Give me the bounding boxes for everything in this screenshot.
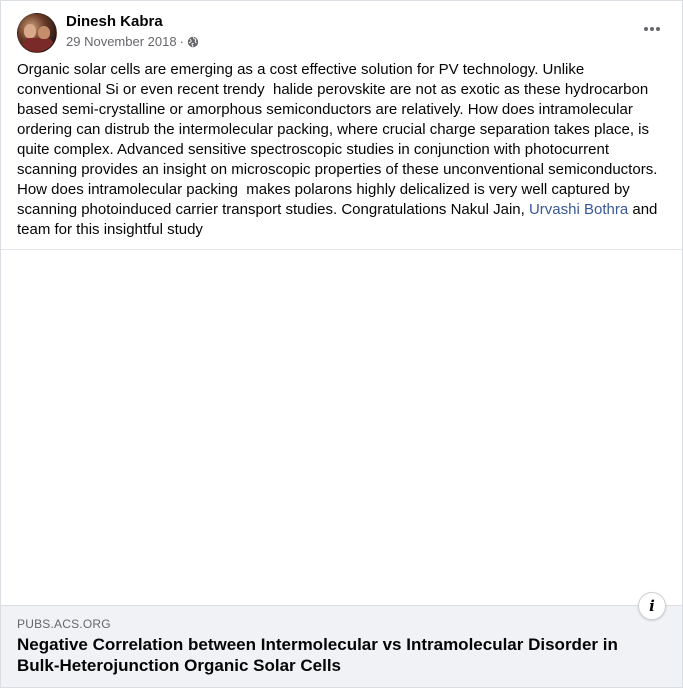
globe-icon[interactable] <box>187 36 199 48</box>
mention-link[interactable]: Urvashi Bothra <box>528 201 629 218</box>
info-icon[interactable]: i <box>638 592 666 620</box>
post-date[interactable]: 29 November 2018 <box>66 34 177 49</box>
avatar[interactable] <box>17 13 57 53</box>
more-horizontal-icon-dot-3 <box>656 27 660 31</box>
meta-separator: · <box>179 34 184 49</box>
post-header <box>17 13 668 53</box>
link-preview-image[interactable] <box>1 249 682 605</box>
more-horizontal-icon-dot-2 <box>650 27 654 31</box>
post-meta <box>66 34 199 50</box>
author-name[interactable]: Dinesh Kabra <box>66 13 163 30</box>
link-domain: PUBS.ACS.ORG <box>17 617 111 631</box>
link-title[interactable]: Negative Correlation between Intermolecular vs Intramolecular Disorder in Bulk-Heterojunction Organic Solar Cells <box>17 635 618 675</box>
more-horizontal-icon <box>644 27 648 31</box>
link-preview-footer[interactable] <box>1 597 682 688</box>
post-text-end: and team for this insightful study <box>17 201 662 238</box>
post-text <box>17 60 667 240</box>
more-options-button[interactable] <box>638 17 666 41</box>
post-text-body: Organic solar cells are emerging as a cost effective solution for PV technology. Unlike conventional Si or even recent trendy halide perovskite are not as exotic as these hydrocarbon based semi-crystalline or amorphous semiconductors are relatively. How does intramolecular ordering can distrub the intermolecular packing, where crucial charge separation takes place, is quite complex. Advanced sensitive spectroscopic studies in conjunction with photocurrent scanning provides an insight on microscopic properties of these unconventional semiconductors. How does intramolecular packing makes polarons highly delicalized is very well captured by scanning photoinduced carrier transport studies. Congratulations Nakul Jain, <box>17 61 662 218</box>
